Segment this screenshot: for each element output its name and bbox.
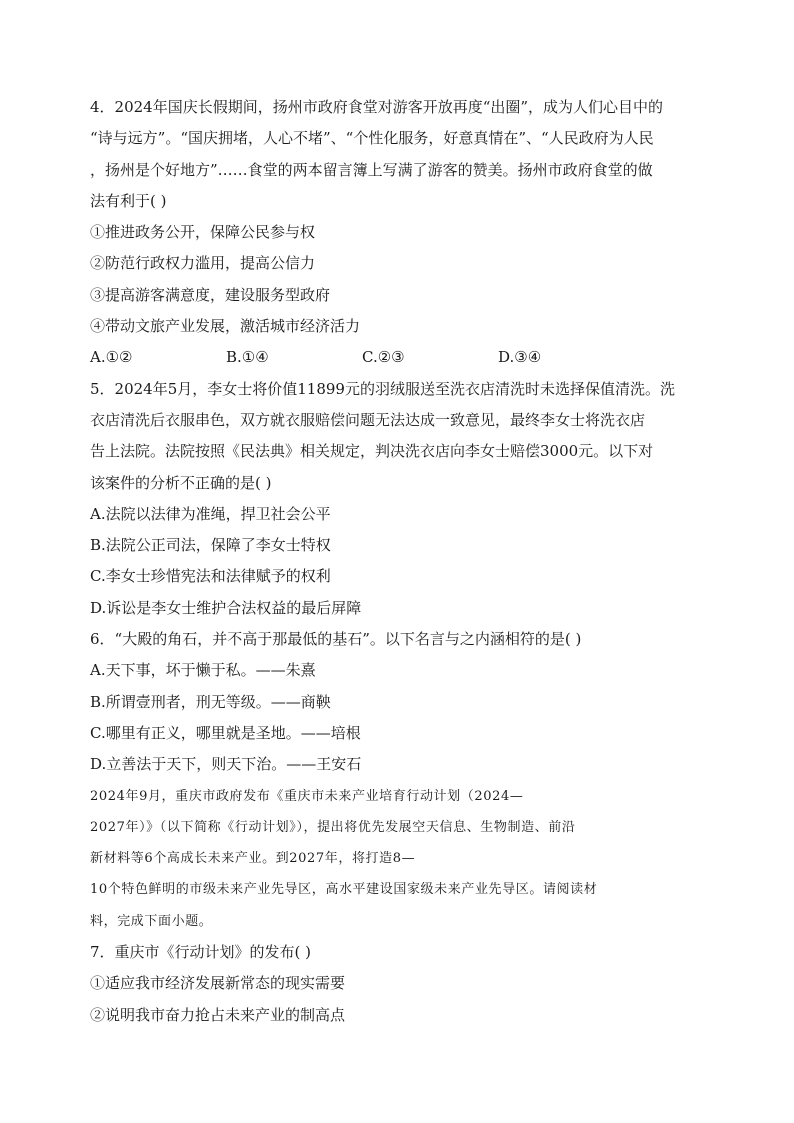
answer-option-d: D.立善法于天下，则天下治。——王安石 bbox=[90, 755, 362, 774]
answer-option-a: A.法院以法律为准绳，捍卫社会公平 bbox=[90, 504, 331, 523]
answer-option-a: A.天下事，坏于懒于私。——朱熹 bbox=[90, 661, 316, 680]
question-stem-line: ，扬州是个好地方”……食堂的两本留言簿上写满了游客的赞美。扬州市政府食堂的做 bbox=[90, 160, 653, 179]
answer-option-c: C.李女士珍惜宪法和法律赋予的权利 bbox=[90, 567, 331, 586]
answer-option-a: A.①② bbox=[90, 348, 133, 367]
question-stem-line: 衣店清洗后衣服串色，双方就衣服赔偿问题无法达成一致意见，最终李女士将洗衣店 bbox=[90, 410, 646, 429]
statement-item: ①推进政务公开，保障公民参与权 bbox=[90, 223, 316, 242]
question-stem-line: 6．“大殿的角石，并不高于那最低的基石”。以下名言与之内涵相符的是( ) bbox=[90, 630, 582, 649]
question-stem-line: 4．2024年国庆长假期间，扬州市政府食堂对游客开放再度“出圈”，成为人们心目中的 bbox=[90, 98, 664, 116]
statement-item: ②防范行政权力滥用，提高公信力 bbox=[90, 254, 316, 273]
material-line: 料，完成下面小题。 bbox=[90, 913, 213, 929]
question-7 bbox=[90, 937, 710, 1031]
material-line: 新材料等6个高成长未来产业。到2027年，将打造8— bbox=[90, 851, 416, 867]
answer-options bbox=[90, 342, 710, 373]
material-line: 10个特色鲜明的市级未来产业先导区，高水平建设国家级未来产业先导区。请阅读材 bbox=[90, 882, 598, 898]
answer-option-c: C.哪里有正义，哪里就是圣地。——培根 bbox=[90, 723, 361, 742]
statement-item: ②说明我市奋力抢占未来产业的制高点 bbox=[90, 1005, 346, 1024]
answer-option-d: D.③④ bbox=[498, 348, 542, 367]
question-4 bbox=[90, 92, 710, 374]
exam-page bbox=[90, 92, 710, 1031]
statement-item: ④带动文旅产业发展，激活城市经济活力 bbox=[90, 317, 361, 336]
answer-option-b: B.所谓壹刑者，刑无等级。——商鞅 bbox=[90, 692, 331, 711]
question-stem-line: “诗与远方”。“国庆拥堵，人心不堵”、“个性化服务，好意真情在”、“人民政府为人民 bbox=[90, 129, 654, 148]
question-stem-line: 该案件的分析不正确的是( ) bbox=[90, 473, 272, 492]
material-line: 2024年9月，重庆市政府发布《重庆市未来产业培育行动计划（2024— bbox=[90, 788, 524, 804]
answer-option-b: B.①④ bbox=[226, 348, 269, 367]
answer-option-d: D.诉讼是李女士维护合法权益的最后屏障 bbox=[90, 598, 362, 617]
statement-item: ③提高游客满意度，建设服务型政府 bbox=[90, 285, 331, 304]
question-stem-line: 7．重庆市《行动计划》的发布( ) bbox=[90, 943, 312, 962]
question-stem-line: 告上法院。法院按照《民法典》相关规定，判决洗衣店向李女士赔偿3000元。以下对 bbox=[90, 442, 654, 461]
answer-option-c: C.②③ bbox=[362, 348, 405, 367]
question-stem-line: 法有利于( ) bbox=[90, 191, 167, 210]
reading-material bbox=[90, 781, 710, 937]
question-5 bbox=[90, 374, 710, 624]
answer-option-b: B.法院公正司法，保障了李女士特权 bbox=[90, 536, 331, 555]
statement-item: ①适应我市经济发展新常态的现实需要 bbox=[90, 974, 346, 993]
question-6 bbox=[90, 624, 710, 780]
question-stem-line: 5．2024年5月，李女士将价值11899元的羽绒服送至洗衣店清洗时未选择保值清洗。洗 bbox=[90, 379, 675, 398]
material-line: 2027年）》（以下简称《行动计划》），提出将优先发展空天信息、生物制造、前沿 bbox=[90, 819, 576, 835]
